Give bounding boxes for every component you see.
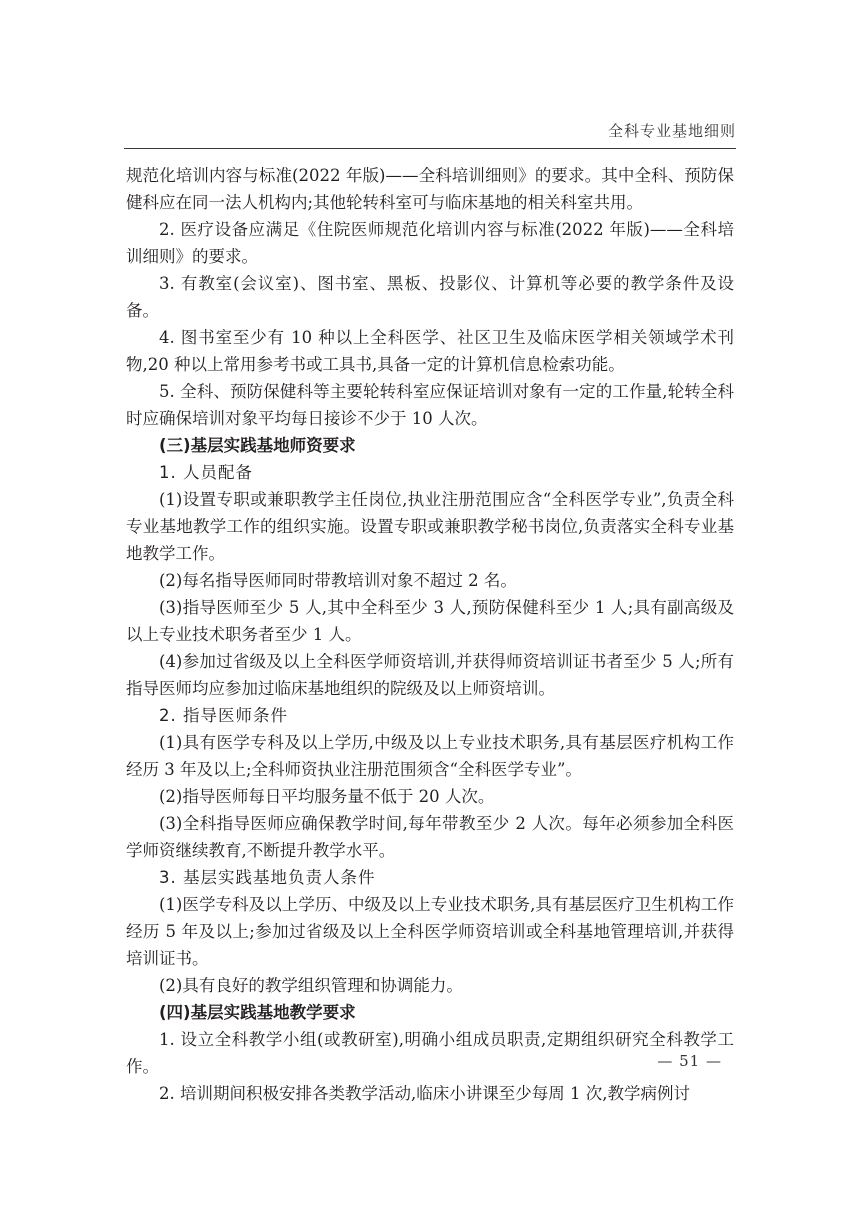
subsection-heading: 1. 人员配备	[159, 463, 253, 482]
paragraph: (3)指导医师至少 5 人,其中全科至少 3 人,预防保健科至少 1 人;具有副高级及以上专业技术职务者至少 1 人。	[126, 598, 734, 644]
subsection-heading: 3. 基层实践基地负责人条件	[159, 868, 376, 887]
paragraph: (4)参加过省级及以上全科医学师资培训,并获得师资培训证书者至少 5 人;所有指导医师均应参加过临床基地组织的院级及以上师资培训。	[126, 652, 734, 698]
paragraph: (2)每名指导医师同时带教培训对象不超过 2 名。	[159, 571, 517, 590]
page-number: — 51 —	[657, 1052, 722, 1070]
paragraph: 4. 图书室至少有 10 种以上全科医学、社区卫生及临床医学相关领域学术刊物,20 种以上常用参考书或工具书,具备一定的计算机信息检索功能。	[126, 328, 734, 374]
section-heading: (三)基层实践基地师资要求	[159, 436, 356, 455]
paragraph: 5. 全科、预防保健科等主要轮转科室应保证培训对象有一定的工作量,轮转全科时应确保培训对象平均每日接诊不少于 10 人次。	[126, 382, 734, 428]
paragraph: 3. 有教室(会议室)、图书室、黑板、投影仪、计算机等必要的教学条件及设备。	[126, 274, 734, 320]
paragraph: (1)具有医学专科及以上学历,中级及以上专业技术职务,具有基层医疗机构工作经历 3 年及以上;全科师资执业注册范围须含“全科医学专业”。	[126, 733, 734, 779]
paragraph: (3)全科指导医师应确保教学时间,每年带教至少 2 人次。每年必须参加全科医学师资继续教育,不断提升教学水平。	[126, 814, 734, 860]
subsection-heading: 2. 指导医师条件	[159, 706, 288, 725]
running-head-title: 全科专业基地细则	[607, 122, 736, 140]
paragraph: (2)指导医师每日平均服务量不低于 20 人次。	[159, 787, 495, 806]
paragraph: 1. 设立全科教学小组(或教研室),明确小组成员职责,定期组织研究全科教学工作。	[126, 1030, 734, 1076]
paragraph: (1)医学专科及以上学历、中级及以上专业技术职务,具有基层医疗卫生机构工作经历 5 年及以上;参加过省级及以上全科医学师资培训或全科基地管理培训,并获得培训证书。	[126, 895, 734, 968]
paragraph: (2)具有良好的教学组织管理和协调能力。	[159, 976, 463, 995]
paragraph: (1)设置专职或兼职教学主任岗位,执业注册范围应含“全科医学专业”,负责全科专业基地教学工作的组织实施。设置专职或兼职教学秘书岗位,负责落实全科专业基地教学工作。	[126, 490, 734, 563]
paragraph: 规范化培训内容与标准(2022 年版)——全科培训细则》的要求。其中全科、预防保健科应在同一法人机构内;其他轮转科室可与临床基地的相关科室共用。	[126, 166, 734, 212]
document-body	[126, 162, 734, 1107]
section-heading: (四)基层实践基地教学要求	[159, 1003, 356, 1022]
paragraph: 2. 医疗设备应满足《住院医师规范化培训内容与标准(2022 年版)——全科培训细则》的要求。	[126, 220, 734, 266]
paragraph: 2. 培训期间积极安排各类教学活动,临床小讲课至少每周 1 次,教学病例讨	[159, 1084, 690, 1103]
header-divider	[124, 148, 736, 149]
